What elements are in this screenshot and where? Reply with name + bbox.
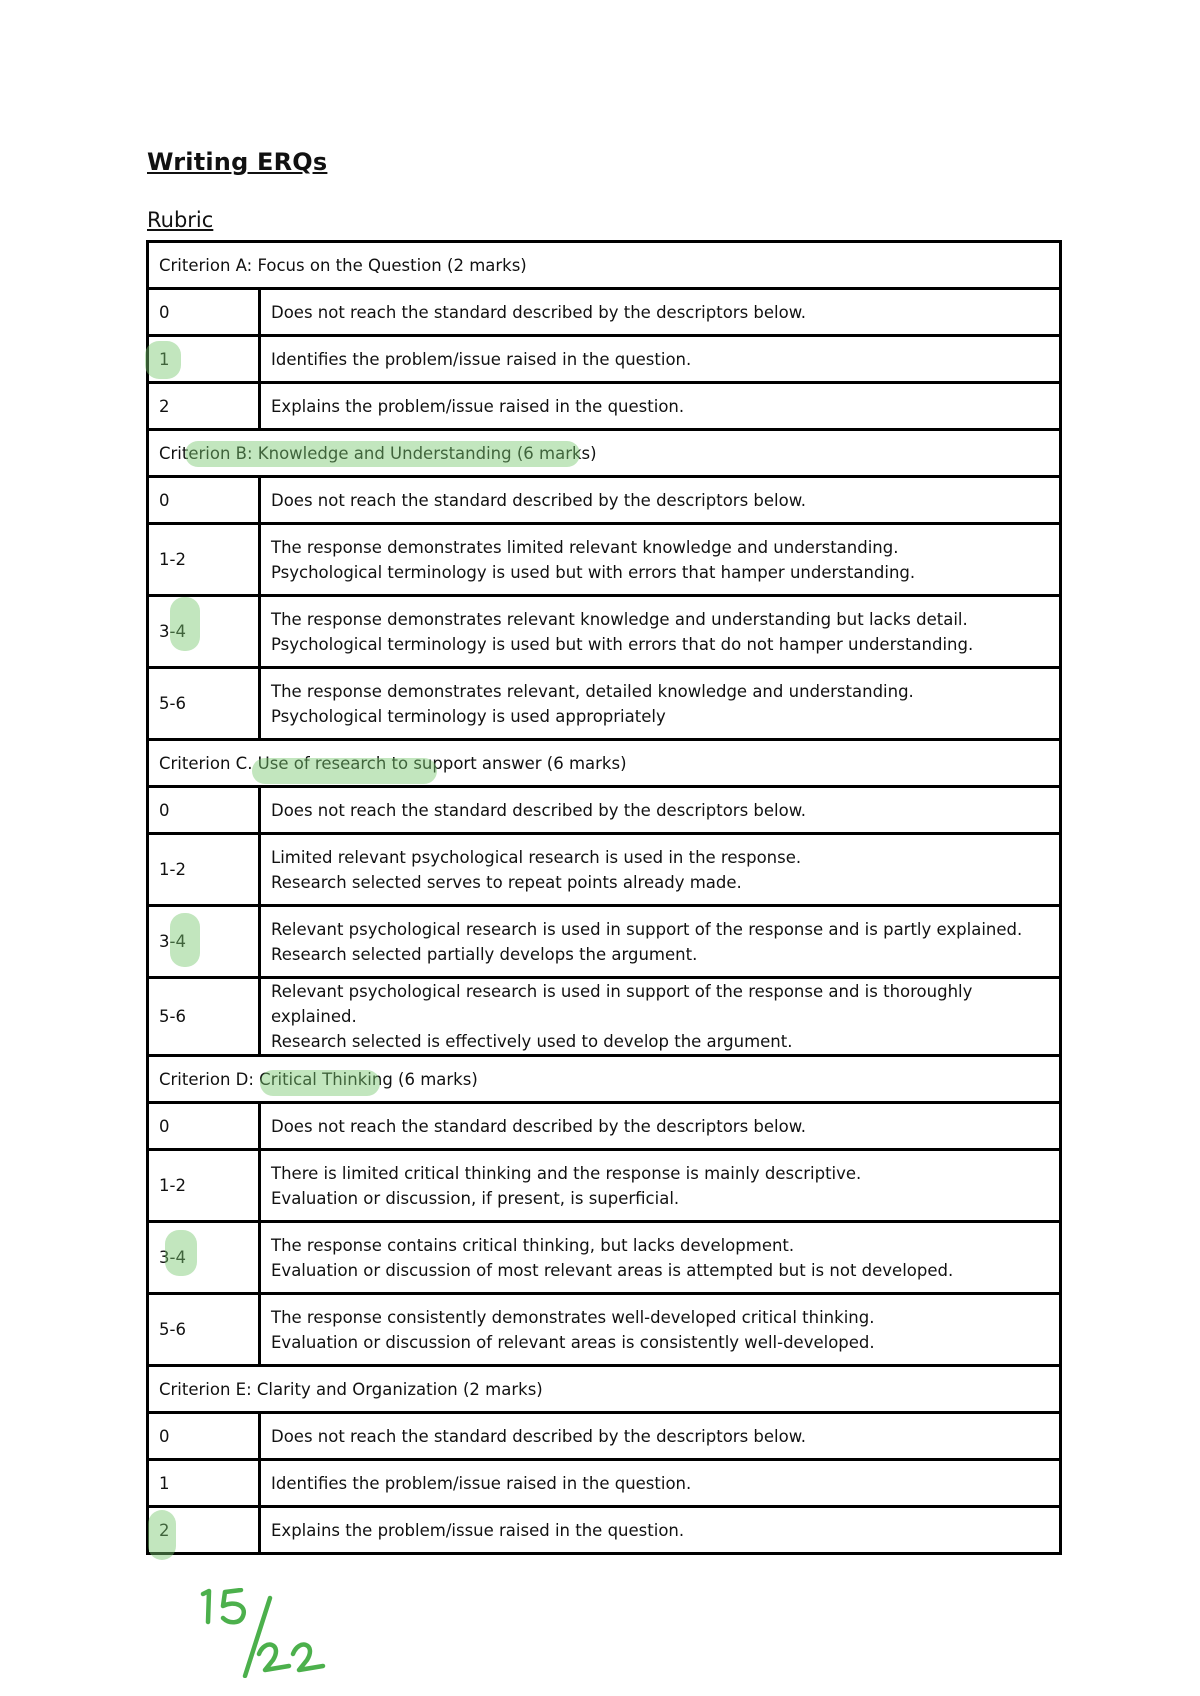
rubric-table [146,240,1062,1555]
descriptor-line: Does not reach the standard described by the descriptors below. [271,1116,806,1136]
criterion-a-title: Criterion A: Focus on the Question (2 marks) [148,242,1061,289]
table-row [148,978,1061,1056]
descriptor-line: Does not reach the standard described by the descriptors below. [271,1426,806,1446]
table-row [148,336,1061,383]
rubric-body [148,242,1061,1554]
descriptor-cell [260,978,1061,1056]
table-row [148,1150,1061,1222]
descriptor-line: Research selected is effectively used to develop the argument. [271,1032,793,1051]
handwritten-score-15-22 [195,1588,345,1678]
table-row [148,477,1061,524]
score-cell: 5-6 [148,978,260,1056]
descriptor-cell [260,1222,1061,1294]
score-cell: 3-4 [148,906,260,978]
descriptor-line: Evaluation or discussion of most relevant areas is attempted but is not developed. [271,1260,954,1280]
criterion-c-title: Criterion C. Use of research to support answer (6 marks) [148,740,1061,787]
score-cell: 1-2 [148,834,260,906]
descriptor-line: Psychological terminology is used appropriately [271,706,666,726]
criterion-a-header-row [148,242,1061,289]
descriptor-cell [260,1150,1061,1222]
score-cell: 5-6 [148,668,260,740]
descriptor-line: Does not reach the standard described by the descriptors below. [271,800,806,820]
descriptor-cell [260,1507,1061,1554]
score-cell: 2 [148,383,260,430]
descriptor-line: Limited relevant psychological research is used in the response. [271,847,802,867]
score-cell: 0 [148,1103,260,1150]
table-row [148,289,1061,336]
score-cell: 1-2 [148,1150,260,1222]
descriptor-line: Psychological terminology is used but with errors that do not hamper understanding. [271,634,974,654]
table-row [148,906,1061,978]
score-cell: 1 [148,1460,260,1507]
score-cell: 0 [148,1413,260,1460]
table-row [148,596,1061,668]
rubric-heading: Rubric [147,208,214,232]
descriptor-cell [260,289,1061,336]
descriptor-line: Evaluation or discussion of relevant areas is consistently well-developed. [271,1332,875,1352]
score-cell: 1 [148,336,260,383]
descriptor-cell [260,383,1061,430]
table-row [148,1294,1061,1366]
descriptor-line: The response consistently demonstrates well-developed critical thinking. [271,1307,875,1327]
descriptor-line: The response demonstrates limited relevant knowledge and understanding. [271,537,899,557]
descriptor-line: Research selected partially develops the argument. [271,944,698,964]
score-cell: 5-6 [148,1294,260,1366]
table-row [148,1413,1061,1460]
descriptor-line: Psychological terminology is used but with errors that hamper understanding. [271,562,916,582]
descriptor-line: The response demonstrates relevant knowledge and understanding but lacks detail. [271,609,968,629]
table-row [148,1103,1061,1150]
descriptor-cell [260,834,1061,906]
descriptor-line: Explains the problem/issue raised in the question. [271,1520,685,1540]
table-row [148,524,1061,596]
descriptor-cell [260,524,1061,596]
criterion-c-header-row [148,740,1061,787]
descriptor-line: Identifies the problem/issue raised in the question. [271,1473,692,1493]
table-row [148,834,1061,906]
table-row [148,668,1061,740]
criterion-e-header-row [148,1366,1061,1413]
score-cell: 0 [148,289,260,336]
score-cell: 0 [148,787,260,834]
score-cell: 2 [148,1507,260,1554]
criterion-e-title: Criterion E: Clarity and Organization (2 marks) [148,1366,1061,1413]
descriptor-line: Relevant psychological research is used in support of the response and is partly explained. [271,919,1023,939]
descriptor-cell [260,1460,1061,1507]
criterion-b-title: Criterion B: Knowledge and Understanding (6 marks) [148,430,1061,477]
score-cell: 3-4 [148,596,260,668]
table-row [148,1460,1061,1507]
descriptor-line: There is limited critical thinking and the response is mainly descriptive. [271,1163,862,1183]
descriptor-line: Does not reach the standard described by the descriptors below. [271,302,806,322]
descriptor-cell [260,477,1061,524]
table-row [148,383,1061,430]
descriptor-cell [260,336,1061,383]
table-row [148,1507,1061,1554]
page-title: Writing ERQs [147,148,328,176]
descriptor-line: Research selected serves to repeat points already made. [271,872,742,892]
descriptor-cell [260,1103,1061,1150]
score-cell: 3-4 [148,1222,260,1294]
descriptor-cell [260,787,1061,834]
descriptor-line: Identifies the problem/issue raised in the question. [271,349,692,369]
table-row [148,787,1061,834]
score-cell: 1-2 [148,524,260,596]
descriptor-line: The response demonstrates relevant, detailed knowledge and understanding. [271,681,914,701]
descriptor-line: Evaluation or discussion, if present, is superficial. [271,1188,680,1208]
criterion-d-title: Criterion D: Critical Thinking (6 marks) [148,1056,1061,1103]
criterion-b-header-row [148,430,1061,477]
descriptor-line: The response contains critical thinking, but lacks development. [271,1235,795,1255]
descriptor-line: Explains the problem/issue raised in the question. [271,396,685,416]
descriptor-line: Does not reach the standard described by the descriptors below. [271,490,806,510]
score-cell: 0 [148,477,260,524]
descriptor-cell [260,668,1061,740]
descriptor-cell [260,596,1061,668]
descriptor-cell [260,1413,1061,1460]
table-row [148,1222,1061,1294]
descriptor-line: Relevant psychological research is used in support of the response and is thoroughly explained. [271,982,973,1026]
descriptor-cell [260,906,1061,978]
criterion-d-header-row [148,1056,1061,1103]
descriptor-cell [260,1294,1061,1366]
